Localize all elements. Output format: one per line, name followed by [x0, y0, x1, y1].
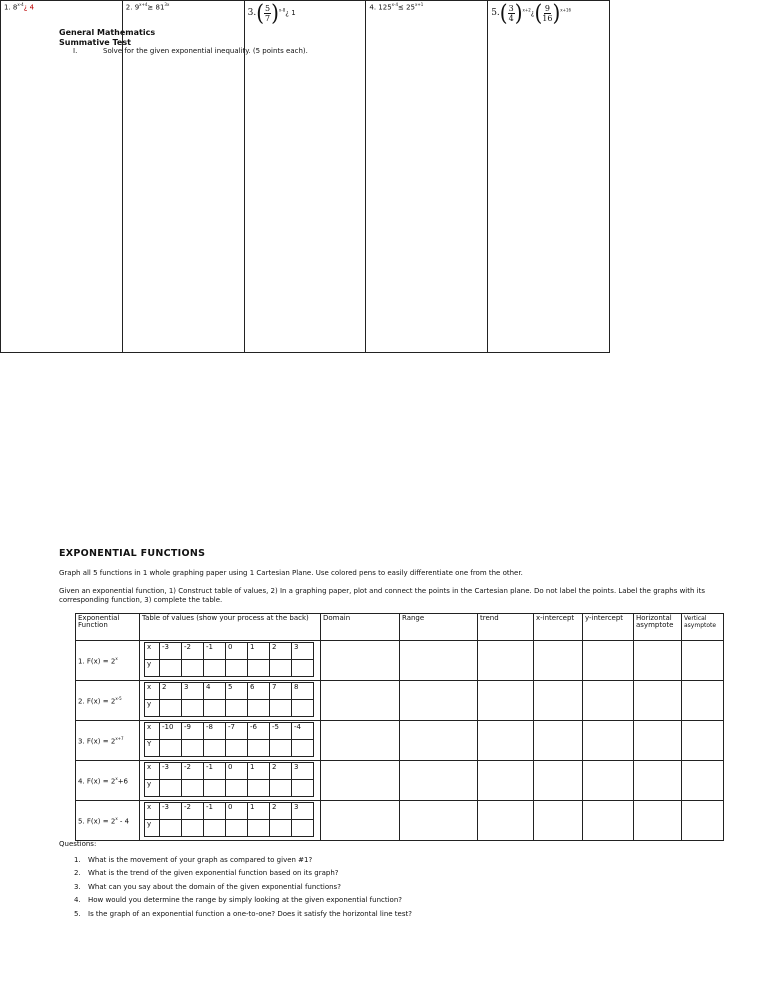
- range-cell[interactable]: [400, 641, 478, 681]
- x-value-cell: 0: [226, 803, 248, 820]
- y-label: y: [145, 820, 160, 837]
- y-value-cell[interactable]: [204, 780, 226, 797]
- y-label: y: [145, 700, 160, 717]
- question-text: Is the graph of an exponential function a one-to-one? Does it satisfy the horizontal line test?: [88, 909, 412, 918]
- question-text: What is the movement of your graph as compared to given #1?: [88, 856, 313, 864]
- y-value-cell[interactable]: [270, 780, 292, 797]
- y-value-cell[interactable]: [270, 740, 292, 757]
- y-value-cell[interactable]: [182, 660, 204, 677]
- question-number: 2.: [74, 869, 81, 878]
- question-item: [59, 883, 709, 896]
- col-header-x-intercept: x-intercept: [534, 614, 583, 641]
- x-value-cell: -1: [204, 803, 226, 820]
- col-header-vertical-asymptote: Vertical asymptote: [682, 614, 724, 641]
- inequality-cell-5[interactable]: [488, 1, 609, 352]
- table-row: [76, 641, 724, 681]
- y-value-cell[interactable]: [160, 700, 182, 717]
- y-value-cell[interactable]: [248, 780, 270, 797]
- range-cell[interactable]: [400, 761, 478, 801]
- question-text: What is the trend of the given exponential function based on its graph?: [88, 869, 339, 878]
- x-value-cell: 1: [248, 803, 270, 820]
- function-cell: 1. $F(x) = 2^x$: [76, 641, 140, 681]
- y-label: y: [145, 660, 160, 677]
- range-cell[interactable]: [400, 681, 478, 721]
- y-value-cell[interactable]: [292, 740, 314, 757]
- inequality-2: 2. $9^{x+4}\ge 81^{3x}$: [125, 2, 170, 12]
- vertical-asymptote-cell[interactable]: [682, 641, 724, 681]
- question-number: 4.: [74, 896, 81, 905]
- vertical-asymptote-cell[interactable]: [682, 801, 724, 841]
- x-intercept-cell[interactable]: [534, 801, 583, 841]
- y-value-cell[interactable]: [182, 740, 204, 757]
- x-value-cell: 0: [226, 643, 248, 660]
- x-value-cell: 6: [248, 683, 270, 700]
- questions-list: [59, 856, 709, 923]
- domain-cell[interactable]: [321, 801, 400, 841]
- y-value-cell[interactable]: [160, 820, 182, 837]
- x-value-cell: 2: [270, 803, 292, 820]
- x-value-cell: -1: [204, 763, 226, 780]
- horizontal-asymptote-cell[interactable]: [634, 721, 682, 761]
- table-row: [76, 761, 724, 801]
- x-value-cell: -3: [160, 803, 182, 820]
- table-of-values-cell: [140, 761, 321, 801]
- col-header-trend: trend: [478, 614, 534, 641]
- table-of-values-cell: [140, 801, 321, 841]
- x-value-cell: 0: [226, 763, 248, 780]
- x-value-cell: 8: [292, 683, 314, 700]
- inequality-3: 3. ( 5 7 ) $^{x-8}$¿ 1: [247, 0, 296, 27]
- table-row: [76, 801, 724, 841]
- x-value-cell: -5: [270, 723, 292, 740]
- inequality-answer-box: [0, 0, 610, 353]
- y-intercept-cell[interactable]: [583, 681, 634, 721]
- y-label: y: [145, 780, 160, 797]
- y-value-cell[interactable]: [160, 660, 182, 677]
- y-intercept-cell[interactable]: [583, 801, 634, 841]
- x-intercept-cell[interactable]: [534, 681, 583, 721]
- x-label: x: [145, 643, 160, 660]
- y-value-cell[interactable]: [248, 700, 270, 717]
- xy-values-table: [144, 682, 314, 717]
- x-value-cell: -6: [248, 723, 270, 740]
- question-number: 1.: [74, 856, 81, 864]
- y-value-cell[interactable]: [204, 660, 226, 677]
- xy-values-table: [144, 762, 314, 797]
- y-intercept-cell[interactable]: [583, 761, 634, 801]
- horizontal-asymptote-cell[interactable]: [634, 681, 682, 721]
- question-text: How would you determine the range by simply looking at the given exponential function?: [88, 896, 402, 905]
- x-label: x: [145, 803, 160, 820]
- x-value-cell: 3: [292, 803, 314, 820]
- y-value-cell[interactable]: [226, 740, 248, 757]
- y-value-cell[interactable]: [292, 700, 314, 717]
- table-of-values-cell: [140, 681, 321, 721]
- x-value-cell: 1: [248, 643, 270, 660]
- x-value-cell: -2: [182, 763, 204, 780]
- y-value-cell[interactable]: [292, 660, 314, 677]
- x-value-cell: 3: [292, 763, 314, 780]
- part-instruction: Solve for the given exponential inequality. (5 points each).: [103, 47, 308, 55]
- y-value-cell[interactable]: [204, 820, 226, 837]
- trend-cell[interactable]: [478, 801, 534, 841]
- col-header-horizontal-asymptote: Horizontal asymptote: [634, 614, 682, 641]
- x-value-cell: -2: [182, 643, 204, 660]
- y-value-cell[interactable]: [248, 660, 270, 677]
- question-item: [59, 896, 709, 909]
- domain-cell[interactable]: [321, 721, 400, 761]
- x-value-cell: -1: [204, 643, 226, 660]
- trend-cell[interactable]: [478, 641, 534, 681]
- inequality-cell-4[interactable]: [366, 1, 488, 352]
- x-label: x: [145, 763, 160, 780]
- x-value-cell: 1: [248, 763, 270, 780]
- x-value-cell: -10: [160, 723, 182, 740]
- y-value-cell[interactable]: [270, 660, 292, 677]
- question-text: What can you say about the domain of the given exponential functions?: [88, 882, 341, 891]
- question-item: [59, 869, 709, 882]
- col-header-table-of-values: Table of values (show your process at the back): [140, 614, 321, 641]
- question-number: 5.: [74, 909, 81, 918]
- y-value-cell[interactable]: [226, 660, 248, 677]
- y-value-cell[interactable]: [270, 700, 292, 717]
- x-value-cell: 2: [270, 763, 292, 780]
- horizontal-asymptote-cell[interactable]: [634, 761, 682, 801]
- inequality-4: 4. $125^{x-4}\le 25^{x+1}$: [369, 2, 424, 12]
- xy-values-table: [144, 642, 314, 677]
- instruction-graph: Graph all 5 functions in 1 whole graphing paper using 1 Cartesian Plane. Use colored pens to easily differentiate one from the other.: [59, 569, 523, 577]
- y-value-cell[interactable]: [226, 820, 248, 837]
- xy-values-table: [144, 802, 314, 837]
- x-value-cell: 3: [182, 683, 204, 700]
- y-value-cell[interactable]: [248, 740, 270, 757]
- question-number: 3.: [74, 882, 81, 891]
- part-number: I.: [73, 47, 78, 55]
- xy-values-table: [144, 722, 314, 757]
- vertical-asymptote-cell[interactable]: [682, 721, 724, 761]
- function-cell: 5. $F(x) = 2^x - 4$: [76, 801, 140, 841]
- x-value-cell: 2: [270, 643, 292, 660]
- function-cell: 2. $F(x) = 2^{x-5}$: [76, 681, 140, 721]
- x-value-cell: -8: [204, 723, 226, 740]
- x-value-cell: 3: [292, 643, 314, 660]
- domain-cell[interactable]: [321, 681, 400, 721]
- x-value-cell: -3: [160, 763, 182, 780]
- question-item: [59, 910, 709, 923]
- horizontal-asymptote-cell[interactable]: [634, 801, 682, 841]
- y-value-cell[interactable]: [248, 820, 270, 837]
- y-value-cell[interactable]: [292, 780, 314, 797]
- x-label: x: [145, 723, 160, 740]
- x-value-cell: -7: [226, 723, 248, 740]
- y-value-cell[interactable]: [226, 700, 248, 717]
- table-row: [76, 681, 724, 721]
- function-cell: 4. $F(x) = 2^x+6$: [76, 761, 140, 801]
- domain-cell[interactable]: [321, 641, 400, 681]
- y-value-cell[interactable]: [182, 700, 204, 717]
- table-row: [76, 721, 724, 761]
- y-value-cell[interactable]: [160, 780, 182, 797]
- inequality-cell-2[interactable]: [123, 1, 245, 352]
- x-intercept-cell[interactable]: [534, 641, 583, 681]
- inequality-1: 1. 8$^{x-4}$¿ 4: [4, 2, 35, 12]
- section-title: EXPONENTIAL FUNCTIONS: [59, 548, 206, 559]
- inequality-cell-3[interactable]: [245, 1, 367, 352]
- trend-cell[interactable]: [478, 721, 534, 761]
- x-value-cell: -9: [182, 723, 204, 740]
- inequality-cell-1[interactable]: [1, 1, 123, 352]
- y-value-cell[interactable]: [204, 740, 226, 757]
- trend-cell[interactable]: [478, 761, 534, 801]
- table-header-row: [76, 614, 724, 641]
- instruction-steps: Given an exponential function, 1) Construct table of values, 2) In a graphing paper, plot and connect the points in the Cartesian plane. Do not label the points. Label the graphs with its corresponding function, 3) complete the table.: [59, 587, 705, 604]
- y-value-cell[interactable]: [226, 780, 248, 797]
- range-cell[interactable]: [400, 801, 478, 841]
- x-value-cell: 2: [160, 683, 182, 700]
- trend-cell[interactable]: [478, 681, 534, 721]
- x-intercept-cell[interactable]: [534, 761, 583, 801]
- vertical-asymptote-cell[interactable]: [682, 761, 724, 801]
- col-header-range: Range: [400, 614, 478, 641]
- y-value-cell[interactable]: [204, 700, 226, 717]
- y-intercept-cell[interactable]: [583, 641, 634, 681]
- x-value-cell: -4: [292, 723, 314, 740]
- inequality-5: 5. ( 3 4 ) $^{x+2}$¿ ( 9 16 ) $^{x+16}$: [491, 0, 572, 27]
- x-value-cell: 5: [226, 683, 248, 700]
- exponential-functions-table: [75, 613, 724, 841]
- test-title: Summative Test: [59, 38, 131, 47]
- x-value-cell: 7: [270, 683, 292, 700]
- x-label: x: [145, 683, 160, 700]
- y-value-cell[interactable]: [270, 820, 292, 837]
- function-cell: 3. $F(x) = 2^{x+7}$: [76, 721, 140, 761]
- y-value-cell[interactable]: [182, 780, 204, 797]
- table-of-values-cell: [140, 641, 321, 681]
- y-label: Y: [145, 740, 160, 757]
- col-header-domain: Domain: [321, 614, 400, 641]
- vertical-asymptote-cell[interactable]: [682, 681, 724, 721]
- questions-label: Questions:: [59, 840, 97, 848]
- x-intercept-cell[interactable]: [534, 721, 583, 761]
- x-value-cell: -3: [160, 643, 182, 660]
- x-value-cell: 4: [204, 683, 226, 700]
- horizontal-asymptote-cell[interactable]: [634, 641, 682, 681]
- x-value-cell: -2: [182, 803, 204, 820]
- y-value-cell[interactable]: [160, 740, 182, 757]
- y-intercept-cell[interactable]: [583, 721, 634, 761]
- subject-title: General Mathematics: [59, 28, 156, 37]
- y-value-cell[interactable]: [292, 820, 314, 837]
- range-cell[interactable]: [400, 721, 478, 761]
- question-item: [59, 856, 709, 869]
- domain-cell[interactable]: [321, 761, 400, 801]
- col-header-y-intercept: y-intercept: [583, 614, 634, 641]
- y-value-cell[interactable]: [182, 820, 204, 837]
- table-of-values-cell: [140, 721, 321, 761]
- col-header-function: Exponential Function: [76, 614, 140, 641]
